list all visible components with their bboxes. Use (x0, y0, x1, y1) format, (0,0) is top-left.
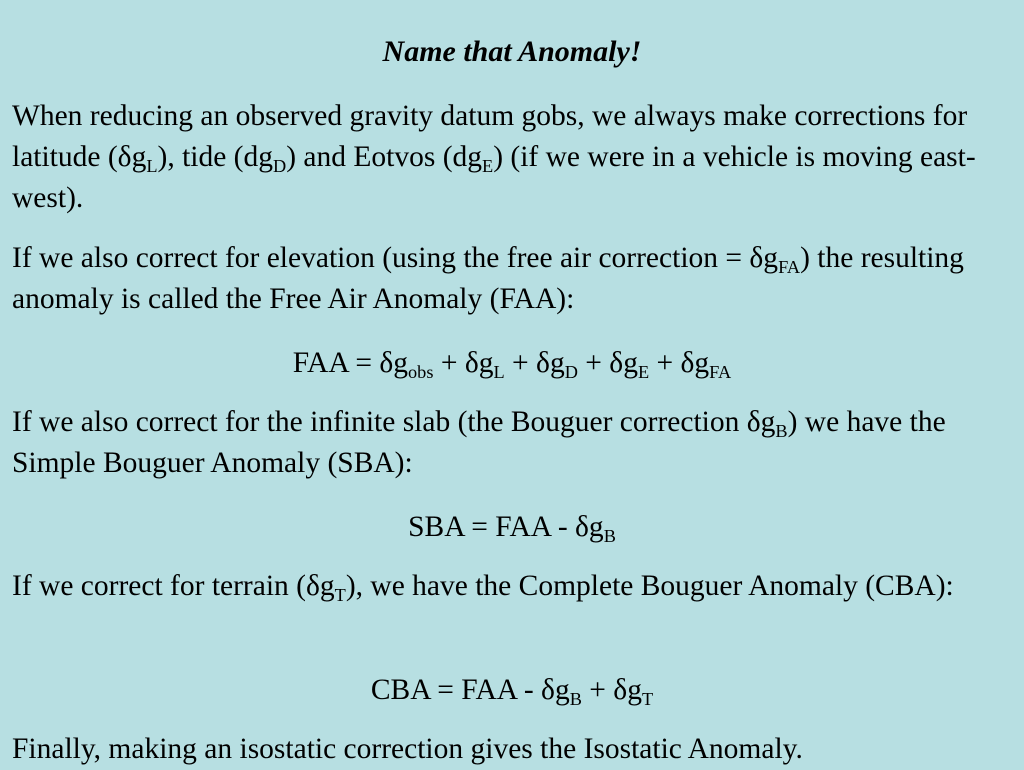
slide-title: Name that Anomaly! (382, 35, 642, 68)
equation-cba: CBA = FAA - $\delta g_B + \delta g_T$ (370, 674, 654, 709)
paragraph-isostatic: Finally, making an isostatic correction gives the Isostatic Anomaly. (12, 733, 803, 765)
paragraph-bouguer: If we also correct for the infinite slab (the Bouguer correction $\delta g_B$) we have the Simple Bouguer Anomaly (SBA): (12, 406, 946, 479)
equation-faa: FAA = $\delta g_{obs} + \delta g_L + \delta g_D + \delta g_E + \delta g_{FA}$ (292, 347, 732, 382)
paragraph-free-air: If we also correct for elevation (using the free air correction = $\delta g_{FA}$) the resulting anomaly is called the Free Air Anomaly (FAA): (12, 242, 964, 315)
paragraph-corrections: When reducing an observed gravity datum gobs, we always make corrections for latitude $(\delta g_L)$, tide $(dg_D)$ and Eotvos $(dg_E)$ (if we were in a vehicle is moving east-west). (12, 100, 976, 214)
equation-sba: SBA = FAA - $\delta g_B$ (408, 511, 616, 546)
paragraph-terrain: If we correct for terrain $(\delta g_T)$, we have the Complete Bouguer Anomaly (CBA): (12, 570, 954, 605)
